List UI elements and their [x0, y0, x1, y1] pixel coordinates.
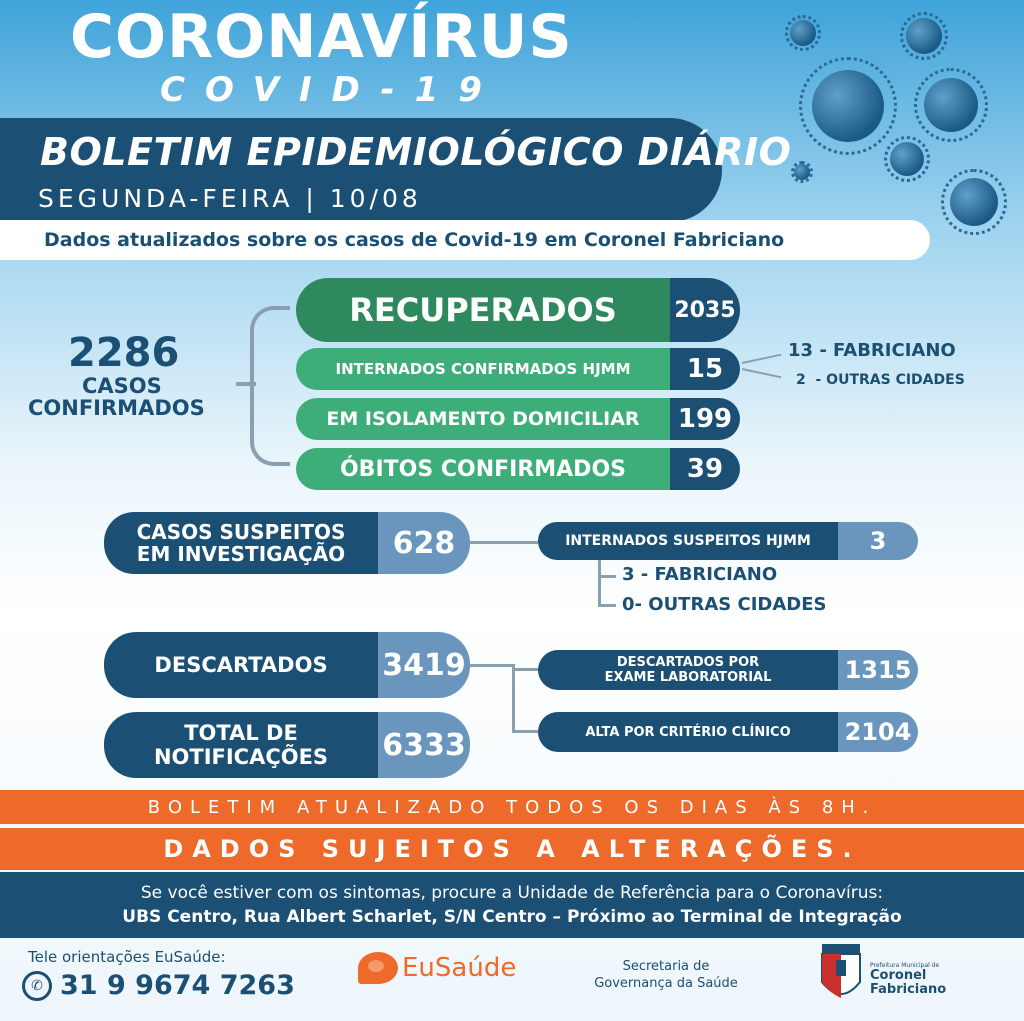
- alta-clinica-pill: [538, 712, 918, 752]
- confirmed-label-line2: CONFIRMADOS: [28, 396, 205, 420]
- suspeitos-pill: [104, 512, 470, 574]
- obitos-value: 39: [670, 448, 740, 490]
- connector-line: [470, 664, 512, 667]
- prefeitura-small: Prefeitura Municipal de: [870, 962, 940, 969]
- connector-line: [512, 730, 538, 733]
- obitos-pill: [296, 448, 740, 490]
- virus-icon: [906, 18, 942, 54]
- info-line1: Se você estiver com os sintomas, procure a Unidade de Referência para o Coronavírus:: [140, 883, 884, 903]
- descartados-laboratorial-line2: EXAME LABORATORIAL: [604, 670, 772, 685]
- info-line2: UBS Centro, Rua Albert Scharlet, S/N Centro – Próximo ao Terminal de Integração: [122, 907, 902, 927]
- coat-of-arms-icon: [816, 942, 866, 1008]
- connector-line: [742, 368, 782, 378]
- notificacoes-pill: [104, 712, 470, 778]
- descartados-laboratorial-value: 1315: [838, 650, 918, 690]
- suspeitos-value: 628: [378, 512, 470, 574]
- connector-line: [598, 575, 616, 578]
- recuperados-pill: [296, 278, 740, 342]
- connector-line: [512, 668, 538, 671]
- phone-number: 31 9 9674 7263: [60, 970, 295, 1001]
- descartados-laboratorial-label: [538, 650, 838, 690]
- connector-line: [742, 354, 782, 364]
- alta-clinica-label: ALTA POR CRITÉRIO CLÍNICO: [538, 712, 838, 752]
- suspeitos-label-line1: CASOS SUSPEITOS: [136, 520, 346, 544]
- recuperados-label: RECUPERADOS: [296, 278, 670, 342]
- virus-icon: [812, 70, 884, 142]
- connector-line: [470, 541, 538, 544]
- suspeitos-fabriciano: 3 - FABRICIANO: [622, 564, 778, 585]
- virus-icon: [790, 20, 816, 46]
- whatsapp-icon: ✆: [22, 971, 52, 1001]
- internados-label: INTERNADOS CONFIRMADOS HJMM: [296, 348, 670, 390]
- virus-icon: [794, 164, 810, 180]
- internados-suspeitos-pill: [538, 522, 918, 560]
- bulletin-date: SEGUNDA-FEIRA | 10/08: [38, 184, 422, 213]
- banner-sujeitos: DADOS SUJEITOS A ALTERAÇÕES.: [0, 828, 1024, 870]
- connector-line: [598, 560, 601, 606]
- virus-icon: [950, 178, 998, 226]
- internados-value: 15: [670, 348, 740, 390]
- info-banner: [0, 872, 1024, 938]
- update-text: Dados atualizados sobre os casos de Covid-19 em Coronel Fabriciano: [44, 229, 785, 251]
- secretaria-logo: [586, 958, 746, 992]
- notificacoes-label: [104, 712, 378, 778]
- internados-pill: [296, 348, 740, 390]
- internados-fabriciano: 13 - FABRICIANO: [788, 340, 956, 361]
- suspeitos-label-line2: EM INVESTIGAÇÃO: [136, 542, 346, 566]
- isolamento-label: EM ISOLAMENTO DOMICILIAR: [296, 398, 670, 440]
- banner-atualizado: BOLETIM ATUALIZADO TODOS OS DIAS ÀS 8H.: [0, 790, 1024, 824]
- bracket-tip: [236, 382, 256, 386]
- internados-outras: 2 - OUTRAS CIDADES: [796, 372, 965, 388]
- internados-suspeitos-value: 3: [838, 522, 918, 560]
- isolamento-pill: [296, 398, 740, 440]
- confirmed-label-line1: CASOS: [82, 374, 162, 398]
- internados-suspeitos-label: INTERNADOS SUSPEITOS HJMM: [538, 522, 838, 560]
- suspeitos-label: [104, 512, 378, 574]
- bulletin-title: BOLETIM EPIDEMIOLÓGICO DIÁRIO: [40, 130, 792, 174]
- descartados-pill: [104, 632, 470, 698]
- obitos-label: ÓBITOS CONFIRMADOS: [296, 448, 670, 490]
- notificacoes-value: 6333: [378, 712, 470, 778]
- prefeitura-line2: Fabriciano: [870, 982, 947, 997]
- speech-bubble-icon: [358, 952, 398, 984]
- recuperados-value: 2035: [670, 278, 740, 342]
- descartados-value: 3419: [378, 632, 470, 698]
- title-coronavirus: CORONAVÍRUS: [70, 2, 573, 72]
- virus-icon: [890, 142, 924, 176]
- prefeitura-line1: Coronel: [870, 968, 927, 983]
- descartados-laboratorial-line1: DESCARTADOS POR: [616, 655, 760, 670]
- phone-block: [22, 970, 295, 1001]
- tele-label: Tele orientações EuSaúde:: [28, 948, 226, 966]
- descartados-label: DESCARTADOS: [104, 632, 378, 698]
- bracket-divider: [250, 306, 290, 466]
- eusaude-logo: [358, 952, 516, 984]
- secretaria-line2: Governança da Saúde: [594, 976, 738, 991]
- secretaria-line1: Secretaria de: [622, 959, 710, 974]
- prefeitura-logo: [870, 962, 946, 997]
- notificacoes-label-line1: TOTAL DE: [184, 721, 298, 745]
- title-covid19: COVID-19: [160, 70, 502, 110]
- eusaude-text: EuSaúde: [402, 953, 517, 983]
- suspeitos-outras: 0- OUTRAS CIDADES: [622, 594, 827, 615]
- connector-line: [598, 604, 616, 607]
- notificacoes-label-line2: NOTIFICAÇÕES: [153, 745, 329, 769]
- confirmed-total: 2286: [68, 330, 180, 376]
- isolamento-value: 199: [670, 398, 740, 440]
- alta-clinica-value: 2104: [838, 712, 918, 752]
- connector-line: [512, 664, 515, 732]
- descartados-laboratorial-pill: [538, 650, 918, 690]
- virus-icon: [924, 78, 978, 132]
